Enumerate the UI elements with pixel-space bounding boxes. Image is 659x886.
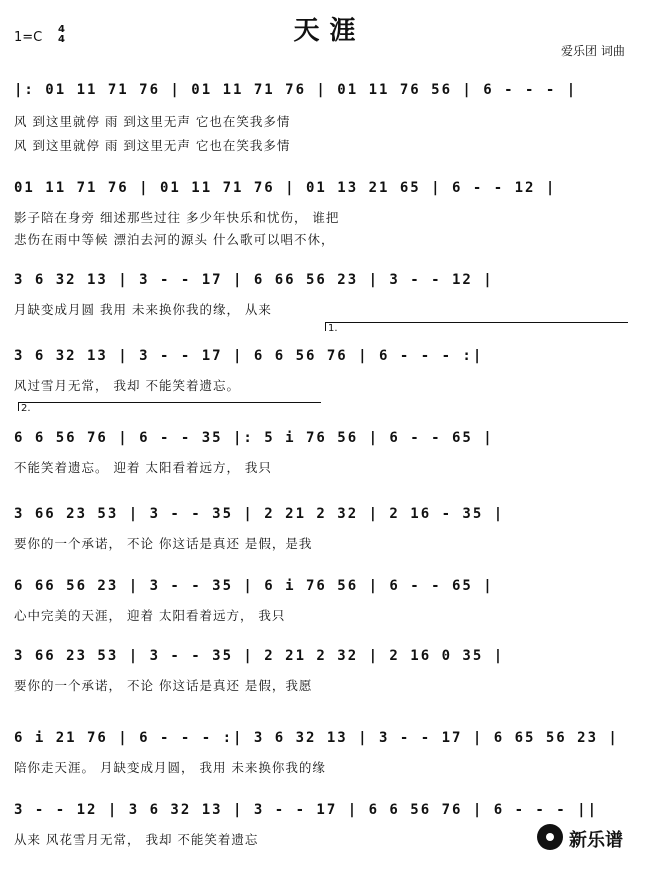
lyric-line-1: 从来 风花雪月无常， 我却 不能笑着遗忘 [14, 832, 259, 847]
score-row-5 [0, 428, 659, 514]
lyric-line-1: 风过雪月无常， 我却 不能笑着遗忘。 [14, 378, 240, 393]
credit-line: 爱乐团 词曲 [561, 44, 625, 58]
notes-line: 6 66 56 23 | 3 - - 35 | 6 i 76 56 | 6 - - 65 | [14, 578, 494, 594]
lyric-line-2: 风 到这里就停 雨 到这里无声 它也在笑我多情 [14, 138, 291, 153]
lyric-line-1: 陪你走天涯。 月缺变成月圆， 我用 未来换你我的缘 [14, 760, 326, 775]
first-ending-bracket: 1. [325, 322, 628, 331]
time-signature: 4 4 [58, 24, 65, 45]
lyric-line-1: 影子陪在身旁 细述那些过往 多少年快乐和忧伤， 谁把 [14, 210, 340, 225]
watermark-text: 新乐谱 [569, 830, 623, 851]
key-signature: 1=C [14, 30, 43, 45]
score-row-2 [0, 178, 659, 264]
notes-line: 01 11 71 76 | 01 11 71 76 | 01 13 21 65 | 6 - - 12 | [14, 180, 557, 196]
lyric-line-1: 心中完美的天涯， 迎着 太阳看着远方， 我只 [14, 608, 286, 623]
lyric-line-1: 不能笑着遗忘。 迎着 太阳看着远方， 我只 [14, 460, 272, 475]
second-ending-bracket: 2. [18, 402, 321, 411]
watermark-logo [537, 824, 647, 852]
lyric-line-2: 悲伤在雨中等候 漂泊去河的源头 什么歌可以唱不休， [14, 232, 335, 247]
notes-line: |: 01 11 71 76 | 01 11 71 76 | 01 11 76 56 | 6 - - - | [14, 82, 578, 98]
song-title: 天涯 [293, 16, 366, 46]
notes-line: 3 66 23 53 | 3 - - 35 | 2 21 2 32 | 2 16 - 35 | [14, 506, 505, 522]
notes-line: 3 66 23 53 | 3 - - 35 | 2 21 2 32 | 2 16 0 35 | [14, 648, 505, 664]
notes-line: 3 6 32 13 | 3 - - 17 | 6 6 56 76 | 6 - - - :| [14, 348, 484, 364]
notes-line: 6 6 56 76 | 6 - - 35 |: 5 i 76 56 | 6 - - 65 | [14, 430, 494, 446]
notes-line: 3 - - 12 | 3 6 32 13 | 3 - - 17 | 6 6 56 76 | 6 - - - || [14, 802, 599, 818]
score-row-8 [0, 646, 659, 732]
notes-line: 6 i 21 76 | 6 - - - :| 3 6 32 13 | 3 - - 17 | 6 65 56 23 | [14, 730, 619, 746]
lyric-line-1: 月缺变成月圆 我用 未来换你我的缘， 从来 [14, 302, 272, 317]
lyric-line-1: 要你的一个承诺， 不论 你这话是真还 是假，是我 [14, 536, 313, 551]
lyric-line-1: 风 到这里就停 雨 到这里无声 它也在笑我多情 [14, 114, 291, 129]
score-row-1 [0, 80, 659, 166]
lyric-line-1: 要你的一个承诺， 不论 你这话是真还 是假，我愿 [14, 678, 313, 693]
score-row-3 [0, 270, 659, 356]
notes-line: 3 6 32 13 | 3 - - 17 | 6 66 56 23 | 3 - - 12 | [14, 272, 494, 288]
score-row-4 [0, 346, 659, 432]
disc-icon [537, 824, 563, 850]
